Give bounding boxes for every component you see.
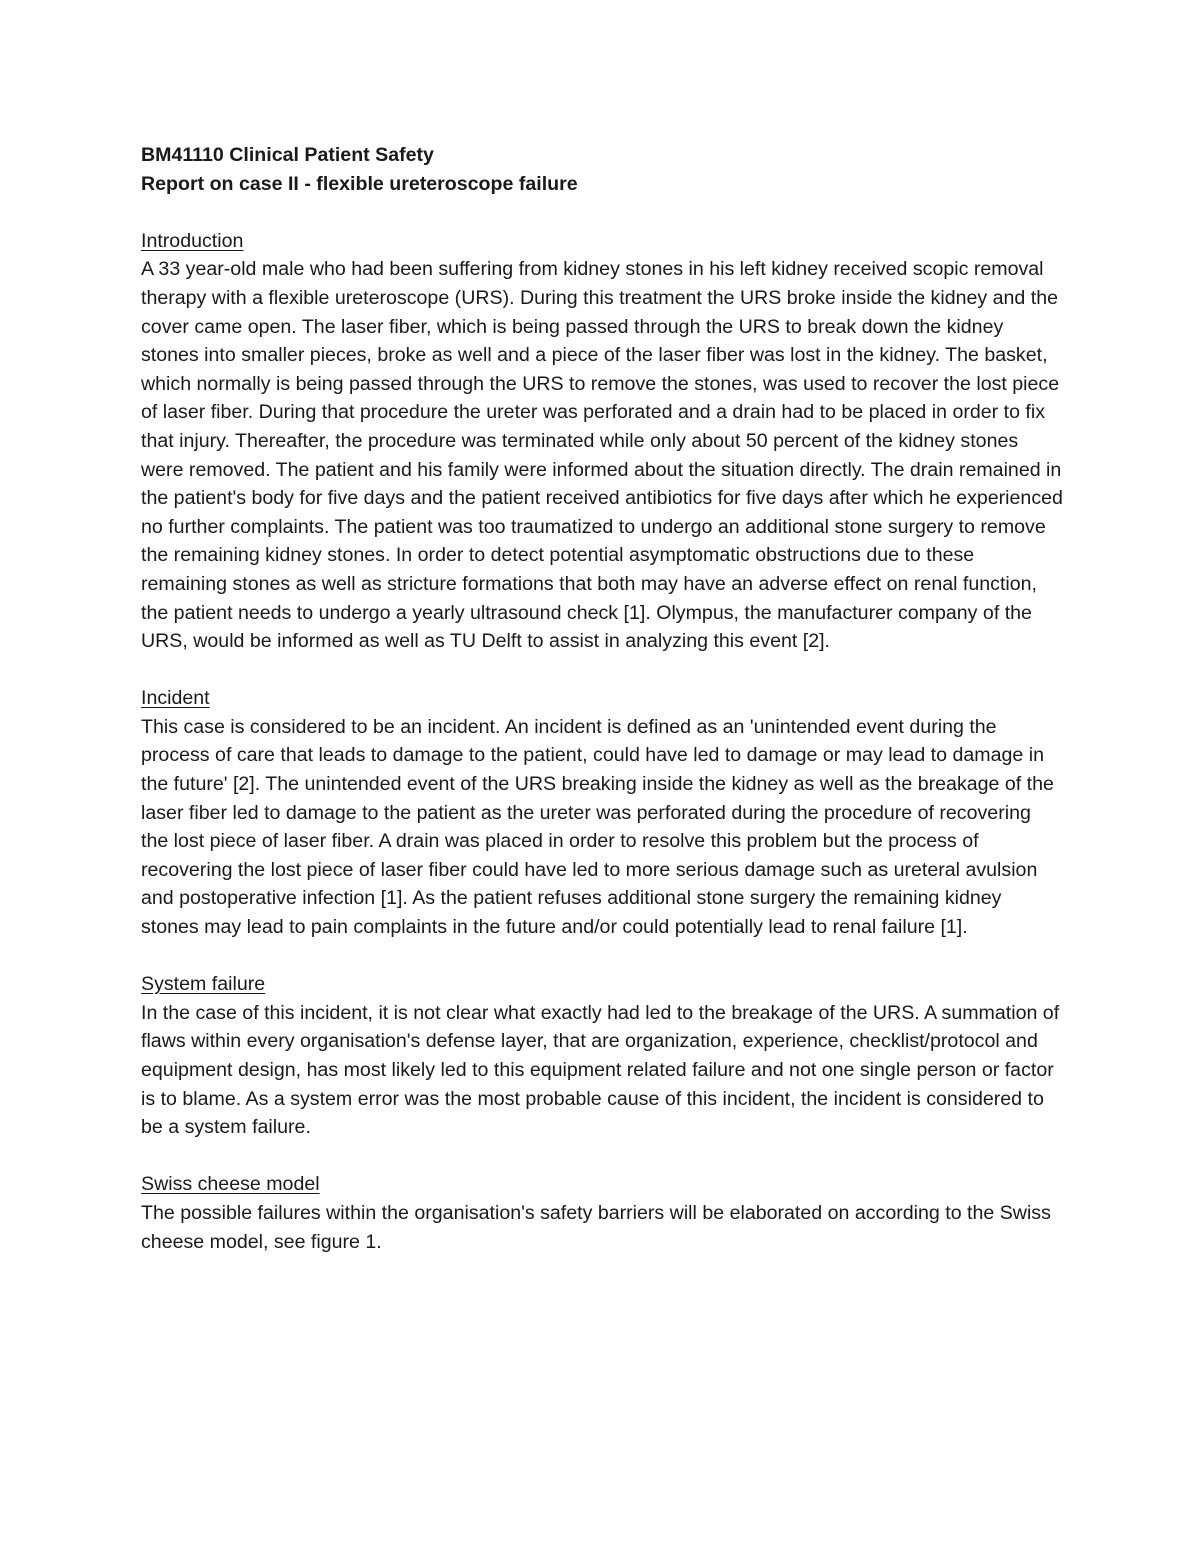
section-swiss-cheese-model [141,1170,1063,1256]
section-heading: Incident [141,687,210,710]
section-body: In the case of this incident, it is not clear what exactly had led to the breakage of the URS. A summation of flaws within every organisation's defense layer, that are organization, experience, checklist/protocol and equipment design, has most likely led to this equipment related failure and not one single person or factor is to blame. As a system error was the most probable cause of this incident, the incident is considered to be a system failure. [141,1001,1060,1139]
document-title: BM41110 Clinical Patient Safety [141,144,434,166]
section-heading: Introduction [141,229,244,252]
section-heading: Swiss cheese model [141,1173,320,1196]
section-body: A 33 year-old male who had been suffering from kidney stones in his left kidney received scopic removal therapy with a flexible ureteroscope (URS). During this treatment the URS broke inside the kidney and the cover came open. The laser fiber, which is being passed through the URS to break down the kidney stones into smaller pieces, broke as well and a piece of the laser fiber was lost in the kidney. The basket, which normally is being passed through the URS to remove the stones, was used to recover the lost piece of laser fiber. During that procedure the ureter was perforated and a drain had to be placed in order to fix that injury. Thereafter, the procedure was terminated while only about 50 percent of the kidney stones were removed. The patient and his family were informed about the situation directly. The drain remained in the patient's body for five days and the patient received antibiotics for five days after which he experienced no further complaints. The patient was too traumatized to undergo an additional stone surgery to remove the remaining kidney stones. In order to detect potential asymptomatic obstructions due to these remaining stones as well as stricture formations that both may have an adverse effect on renal function, the patient needs to undergo a yearly ultrasound check [1]. Olympus, the manufacturer company of the URS, would be informed as well as TU Delft to assist in analyzing this event [2]. [141,258,1063,653]
section-body: This case is considered to be an incident. An incident is defined as an 'unintended event during the process of care that leads to damage to the patient, could have led to damage or may lead to damage in the future' [2]. The unintended event of the URS breaking inside the kidney as well as the breakage of the laser fiber led to damage to the patient as the ureter was perforated during the procedure of recovering the lost piece of laser fiber. A drain was placed in order to resolve this problem but the process of recovering the lost piece of laser fiber could have led to more serious damage such as ureteral avulsion and postoperative infection [1]. As the patient refuses additional stone surgery the remaining kidney stones may lead to pain complaints in the future and/or could potentially lead to renal failure [1]. [141,715,1054,939]
section-body: The possible failures within the organisation's safety barriers will be elaborated on according to the Swiss cheese model, see figure 1. [141,1201,1051,1253]
document-subtitle: Report on case II - flexible ureteroscope failure [141,172,578,195]
section-introduction [141,227,1063,656]
section-system-failure [141,970,1063,1142]
section-incident [141,684,1063,941]
section-heading: System failure [141,973,266,996]
document-page [141,141,1063,1256]
